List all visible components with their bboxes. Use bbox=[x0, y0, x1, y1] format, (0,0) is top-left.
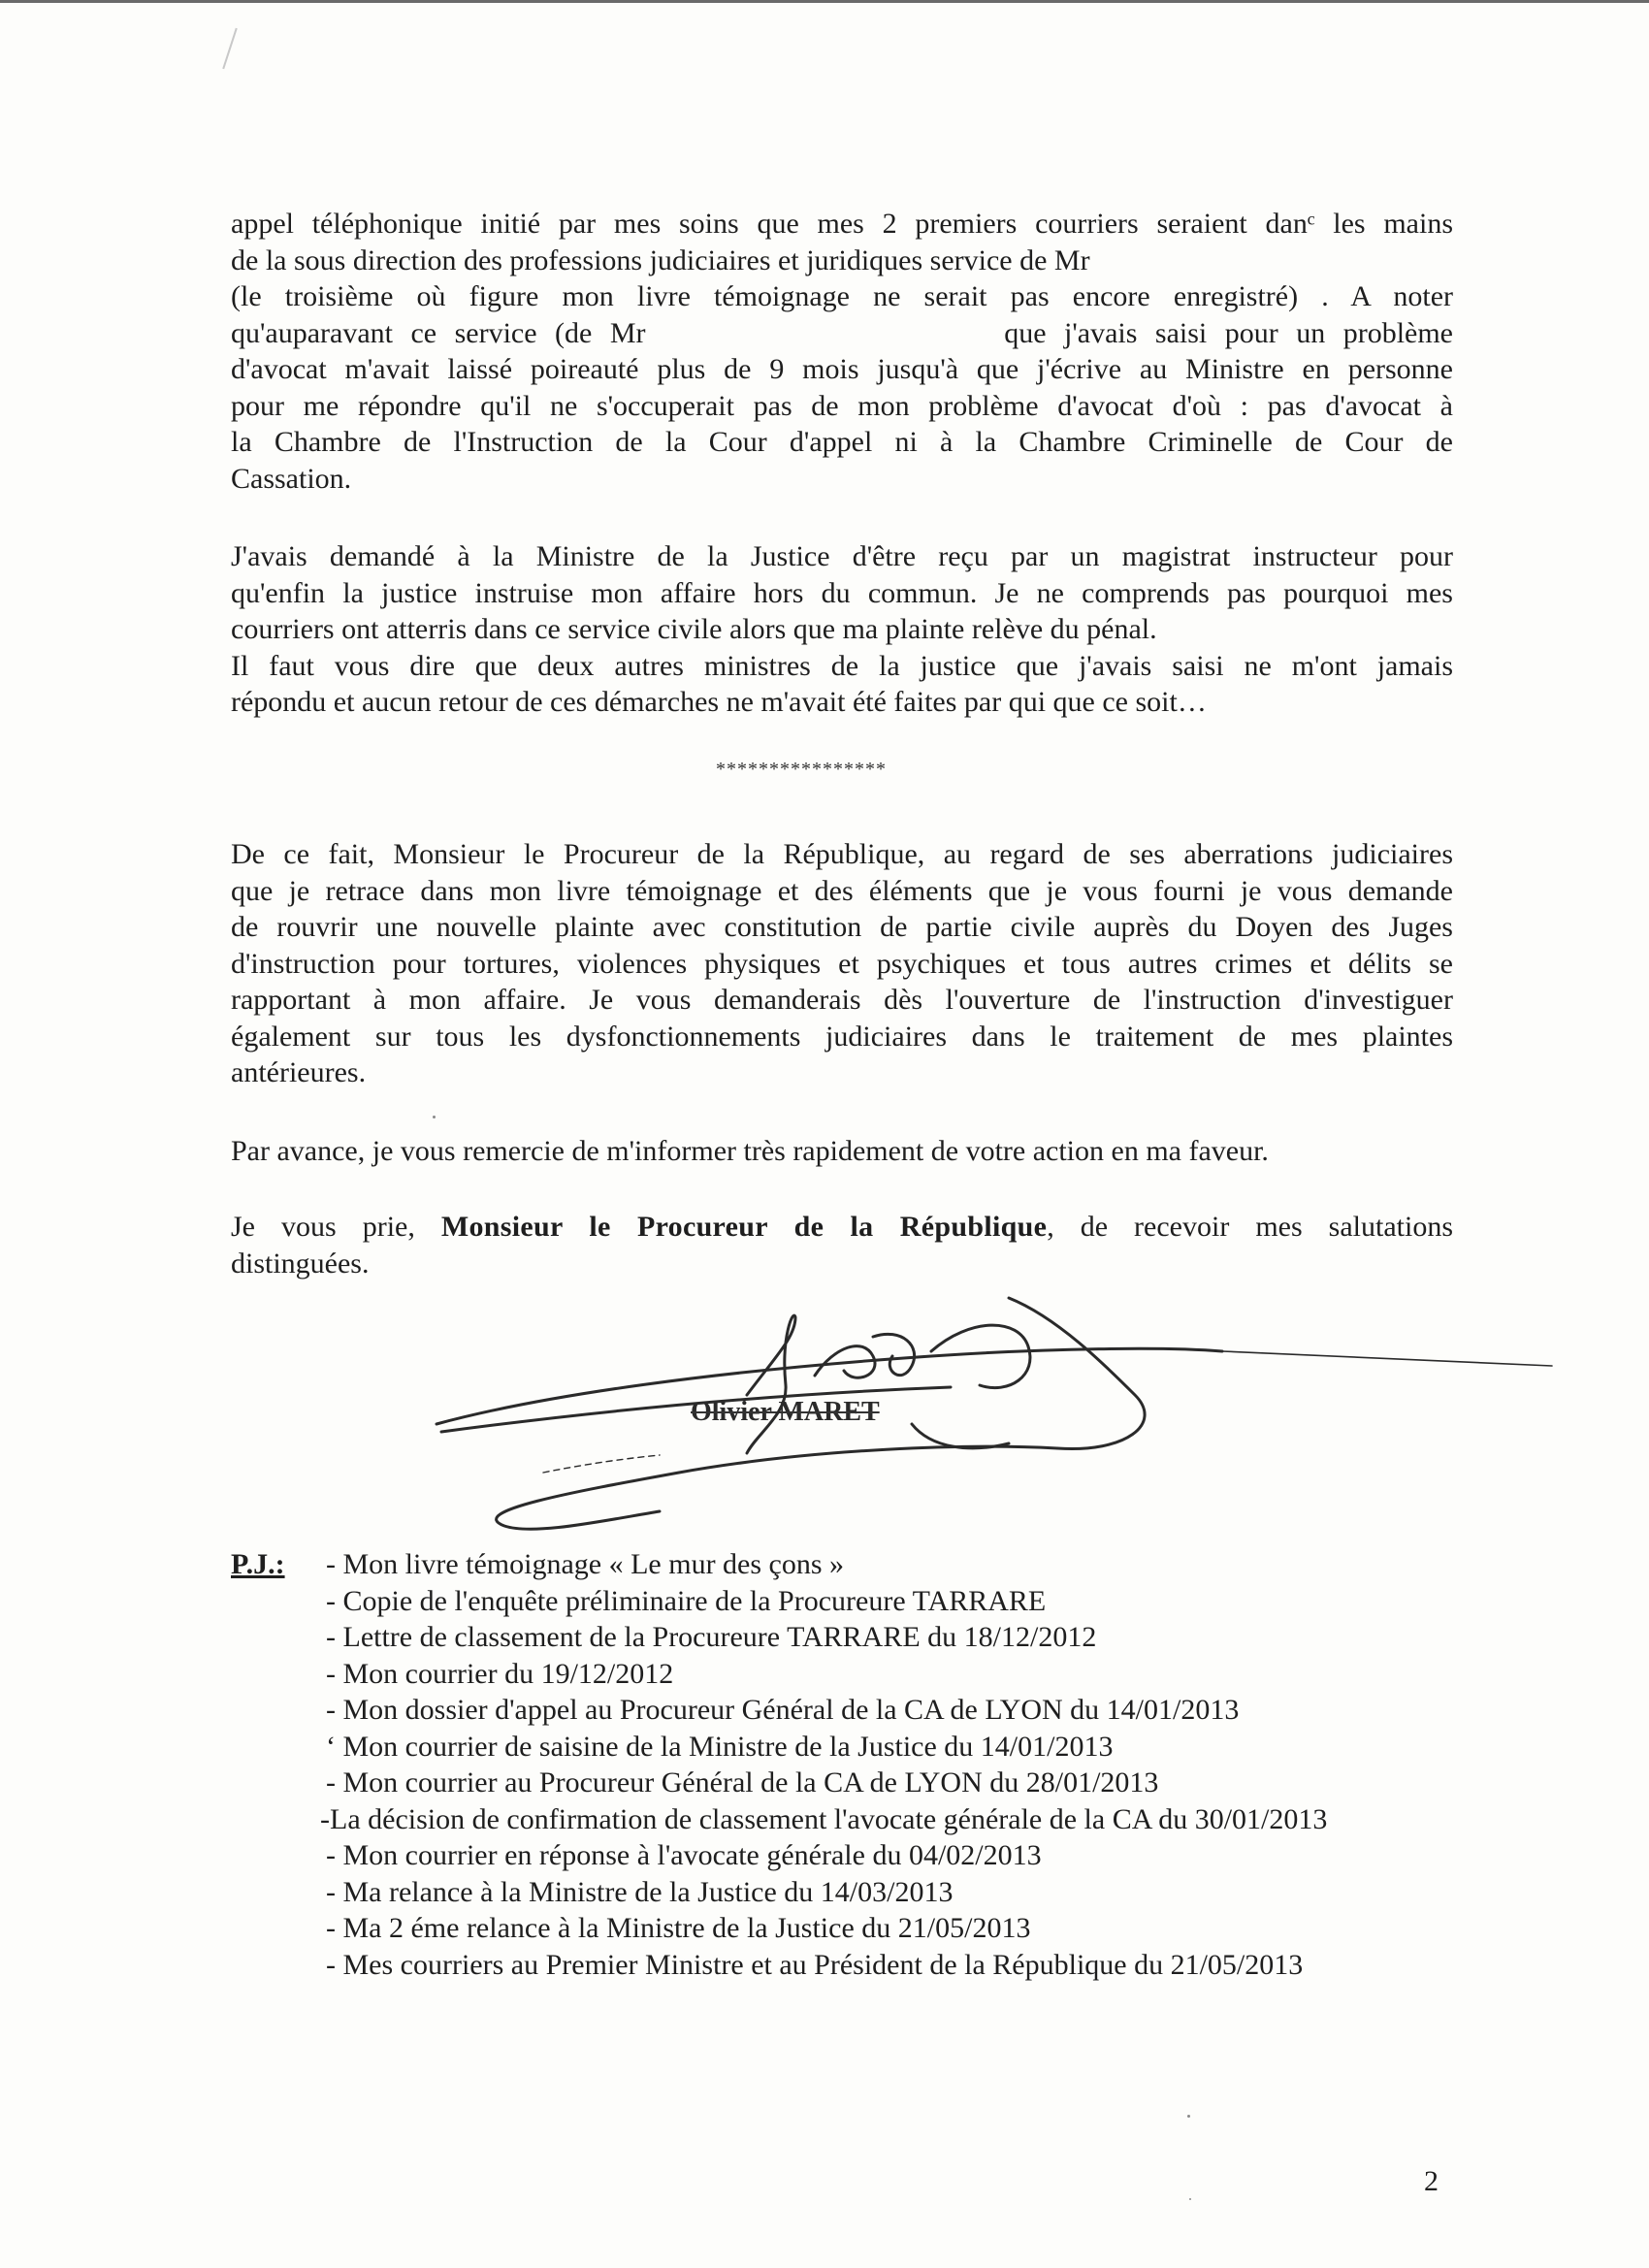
paragraph-request-magistrate bbox=[231, 538, 1453, 721]
paragraph-line: la Chambre de l'Instruction de la Cour d'appel ni à la Chambre Criminelle de Cour de bbox=[231, 426, 1453, 458]
closing-text-start: Je vous prie, bbox=[231, 1211, 441, 1243]
attachment-item: - Mon dossier d'appel au Procureur Général de la CA de LYON du 14/01/2013 bbox=[326, 1694, 1240, 1726]
attachment-item: - Mon livre témoignage « Le mur des çons » bbox=[326, 1548, 845, 1580]
paragraph-ministry-call bbox=[231, 206, 1453, 497]
paragraph-line: qu'auparavant ce service (de Mr que j'avais saisi pour un problème bbox=[231, 316, 1453, 349]
closing-text-end: , de recevoir mes salutations bbox=[1047, 1211, 1453, 1243]
paragraph-line: de la sous direction des professions judiciaires et juridiques service de Mr bbox=[231, 243, 1090, 276]
attachment-item: - Mon courrier en réponse à l'avocate générale du 04/02/2013 bbox=[326, 1839, 1042, 1871]
paragraph-line: antérieures. bbox=[231, 1056, 367, 1088]
attachment-item: - Mon courrier au Procureur Général de la CA de LYON du 28/01/2013 bbox=[326, 1766, 1159, 1798]
paragraph-line: Cassation. bbox=[231, 462, 352, 495]
paragraph-line: répondu et aucun retour de ces démarches ne m'avait été faites par qui que ce soit… bbox=[231, 686, 1207, 718]
scan-speck bbox=[1189, 2198, 1191, 2200]
attachment-item: - Mes courriers au Premier Ministre et au Président de la République du 21/05/2013 bbox=[326, 1948, 1304, 1981]
paragraph-line: Il faut vous dire que deux autres ministres de la justice que j'avais saisi ne m'ont jamais bbox=[231, 649, 1453, 682]
attachment-item: - Ma 2 éme relance à la Ministre de la Justice du 21/05/2013 bbox=[326, 1912, 1031, 1944]
paragraph-line: qu'enfin la justice instruise mon affaire hors du commun. Je ne comprends pas pourquoi mes bbox=[231, 576, 1453, 609]
paragraph-line: Par avance, je vous remercie de m'informer très rapidement de votre action en ma faveur. bbox=[231, 1135, 1269, 1167]
scan-speck bbox=[1187, 2115, 1190, 2118]
paragraph-line: que je retrace dans mon livre témoignage et des éléments que je vous fourni je vous demande bbox=[231, 874, 1453, 907]
stray-pen-mark bbox=[222, 28, 237, 69]
attachments-list bbox=[320, 1546, 1328, 1983]
closing-line bbox=[231, 1209, 1453, 1246]
page-number: 2 bbox=[1424, 2165, 1439, 2197]
attachment-item: - Mon courrier du 19/12/2012 bbox=[326, 1657, 674, 1690]
paragraph-line: rapportant à mon affaire. Je vous demanderais dès l'ouverture de l'instruction d'investiguer bbox=[231, 984, 1453, 1016]
paragraph-line: courriers ont atterris dans ce service civile alors que ma plainte relève du pénal. bbox=[231, 613, 1157, 645]
closing-addressee: Monsieur le Procureur de la République bbox=[440, 1211, 1048, 1243]
paragraph-line: (le troisième où figure mon livre témoignage ne serait pas encore enregistré) . A noter bbox=[231, 280, 1453, 312]
attachments-label: P.J.: bbox=[231, 1548, 285, 1580]
attachment-item: - Copie de l'enquête préliminaire de la Procureure TARRARE bbox=[326, 1584, 1047, 1617]
paragraph-line: appel téléphonique initié par mes soins que mes 2 premiers courriers seraient danᶜ les mains bbox=[231, 208, 1453, 240]
paragraph-line: pour me répondre qu'il ne s'occuperait pas de mon problème d'avocat d'où : pas d'avocat à bbox=[231, 389, 1453, 422]
scan-speck bbox=[433, 1116, 436, 1118]
paragraph-thanks bbox=[231, 1133, 1453, 1170]
attachment-item: -La décision de confirmation de classement l'avocate générale de la CA du 30/01/2013 bbox=[320, 1802, 1328, 1835]
attachment-item: - Ma relance à la Ministre de la Justice du 14/03/2013 bbox=[326, 1875, 954, 1908]
paragraph-line: d'instruction pour tortures, violences physiques et psychiques et tous autres crimes et délits se bbox=[231, 947, 1453, 980]
paragraph-line: de rouvrir une nouvelle plainte avec constitution de partie civile auprès du Doyen des Juges bbox=[231, 911, 1453, 943]
paragraph-complaint-request bbox=[231, 836, 1453, 1091]
handwritten-signature bbox=[427, 1279, 1562, 1550]
closing-formula bbox=[231, 1209, 1453, 1281]
paragraph-line: également sur tous les dysfonctionnements judiciaires dans le traitement de mes plaintes bbox=[231, 1020, 1453, 1053]
paragraph-line: J'avais demandé à la Ministre de la Justice d'être reçu par un magistrat instructeur pour bbox=[231, 540, 1453, 572]
attachment-item: - Lettre de classement de la Procureure TARRARE du 18/12/2012 bbox=[326, 1621, 1097, 1653]
signer-name: Olivier MARET bbox=[691, 1397, 880, 1427]
paragraph-line: De ce fait, Monsieur le Procureur de la République, au regard de ses aberrations judiciaires bbox=[231, 838, 1453, 870]
paragraph-line: d'avocat m'avait laissé poireauté plus de 9 mois jusqu'à que j'écrive au Ministre en personne bbox=[231, 353, 1453, 385]
attachment-item: ‘ Mon courrier de saisine de la Ministre de la Justice du 14/01/2013 bbox=[326, 1730, 1114, 1763]
closing-line: distinguées. bbox=[231, 1247, 370, 1280]
scan-top-edge bbox=[0, 0, 1649, 3]
asterisk-separator: **************** bbox=[716, 759, 887, 780]
